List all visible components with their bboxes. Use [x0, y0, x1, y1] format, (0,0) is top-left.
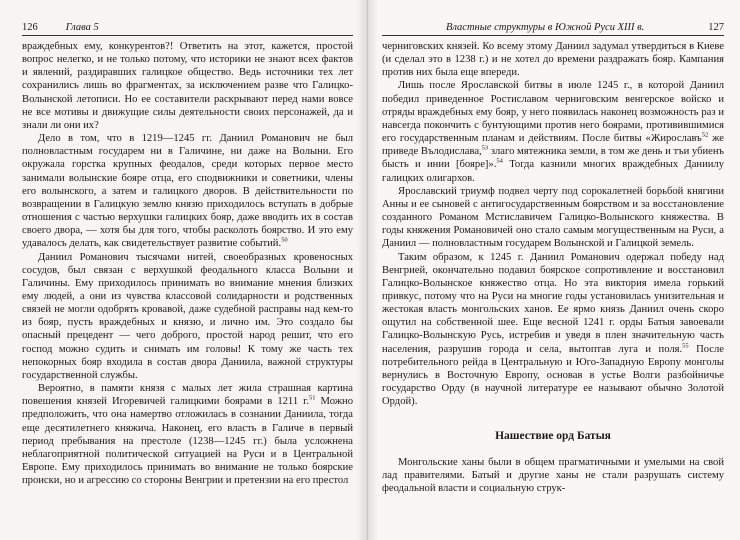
section-heading: Нашествие орд Батыя — [495, 430, 611, 443]
footnote-ref[interactable]: 52 — [701, 131, 709, 139]
left-page — [0, 0, 368, 540]
running-title: Властные структуры в Южной Руси XIII в. — [445, 22, 645, 33]
footnote-ref[interactable]: 51 — [308, 394, 316, 402]
page-number: 126 — [22, 22, 38, 33]
paragraph: Монгольские ханы были в общем прагматичными и умелыми на свой лад правителями. Батый и другие ханы не стали разрушать систему феодальной власти и социальную струк- — [382, 456, 724, 494]
paragraph: враждебных ему, конкурентов?! Ответить на этот, кажется, простой вопрос нелегко, и не только потому, что историки не знают всех фактов и явлений, раздиравших галицкое общество. Ведь источники тех лет сохранились лишь во фрагментах, за исключением разве что Галицко-Волынской летописи. Но ее составители раскрывают перед нами вовсе не все мотивы и движущие силы деятельности своих персонажей, да и знали ли они их? — [22, 41, 353, 131]
right-page — [368, 0, 740, 540]
chapter-title: Глава 5 — [65, 22, 99, 33]
page-number: 127 — [708, 22, 724, 33]
paragraph-text: Таким образом, к 1245 г. Даниил Романович одержал победу над Венгрией, окончательно подавил боярское сопротивление и восстановил Галицко-Волынское княжество отца. Но эта виктория имела горький привкус, потому что на Руси на многие годы установилась унизительная и жестокая власть монгольских ханов. Ее ярмо князь Даниил очень скоро ощутил на собственной шее. Еще весной 1241 г. орды Батыя завоевали Галицко-Волынскую Русь, истребив и уведя в плен значительную часть населения, разрушив города и села, вытоптав луга и поля. — [382, 251, 724, 355]
running-head — [22, 22, 353, 36]
paragraph — [382, 251, 724, 409]
paragraph: Ярославский триумф подвел черту под сорокалетней борьбой княгини Анны и ее сыновей с антигосударственным боярством и за восстановление созданного Романом Мстиславичем Галицко-Волынского княжества. В годы княжения Романовичей оно стало самым могущественным на Руси, а Даниил — полновластным государем Волынской и Галицкой земель. — [382, 185, 724, 250]
footnote-ref[interactable]: 53 — [481, 144, 489, 152]
paragraph-text: злаго мятежника земли, в том же день и тъи убиенъ бысть и инии [бояре]». — [382, 146, 724, 171]
footnote-ref[interactable]: 50 — [281, 236, 288, 244]
footnote-ref[interactable]: 55 — [682, 342, 689, 350]
running-head — [382, 22, 724, 36]
body-text — [382, 40, 724, 495]
paragraph-text: После потребительного рейда в Центральную и Юго-Западную Европу монголы вернулись в Восточную Европу, основав в устье Волги разбойничье государство Орду (в научной литературе ее называют обычно Золотой Ордой). — [382, 343, 724, 408]
paragraph-text: Вероятно, в памяти князя с малых лет жила страшная картина повешения князей Игоревичей галицкими боярами в 1211 г. — [22, 383, 353, 408]
gutter-shadow — [357, 0, 367, 540]
paragraph-text: Можно предположить, что она намертво отложилась в сознании Даниила, тогда еще десятилетнего княжича. Наконец, его власть в Галиче в первый период пребывания на престоле (1238—1245 гг.) была усложнена неблагоприятной политической ситуацией на Руси и в Центральной Европе. Ему приходилось принимать во внимание не только боярские происки, но и агрессию со стороны Венгрии и претензии на его престол — [22, 396, 354, 487]
paragraph — [382, 79, 724, 184]
paragraph-text: же приведе Вълодислава, — [382, 133, 724, 158]
paragraph-text: Лишь после Ярославской битвы в июле 1245 г., в которой Даниил победил приведенное Ростиславом черниговским венгерское войско и отряды враждебных ему бояр, у него появилась наконец возможность раз и навсегда покончить с бунтующими против него боярами, противившимися его государственным планам и действиям. После битвы «Жирославъ — [382, 80, 724, 145]
paragraph-text: Тогда казнили многих враждебных Даниилу галицких олигархов. — [382, 159, 724, 184]
paragraph — [22, 132, 353, 250]
paragraph — [22, 382, 353, 487]
paragraph-text: Дело в том, что в 1219—1245 гг. Даниил Романович не был полновластным государем ни в Галичине, ни даже на Волыни. Его окружала горстка крупных феодалов, среди которых первое место занимали волынские бояре отца, его сподвижники и советники, члены его волынского, а затем и галицкого дворов. В действительности по возвращении в Галицкую землю князю приходилось вступать в добрые отношения с частью верхушки галицких бояр, даже вводить их в состав своего двора, — хотя бы для того, чтобы расколоть боярство. И это ему удавалось делать, как свидетельствует развитие событий. — [22, 133, 353, 250]
paragraph: черниговских князей. Ко всему этому Даниил задумал утвердиться в Киеве (и сделал это в 1238 г.) и не хотел до времени раздражать бояр. Кампания против них была еще впереди. — [382, 41, 724, 79]
footnote-ref[interactable]: 54 — [496, 157, 503, 165]
gutter-shadow — [368, 0, 378, 540]
body-text — [22, 40, 353, 487]
paragraph: Даниил Романович тысячами нитей, своеобразных кровеносных сосудов, был связан с верхушкой феодального класса Волыни и Галичины. Ему приходилось принимать во внимание мнения близких ему людей, а они из чувства классовой солидарности и родственных связей не могли одобрять кровавой, даже судебной расправы над кем-то из бояр, пусть враждебных и князю, и лично им. Это создало бы опасный прецедент — чего доброго, простой народ решит, что его господ можно судить и снимать им головы! К тому же часть тех непокорных бояр входила в состав двора Даниила, важной структуры государственной службы. — [22, 251, 353, 381]
